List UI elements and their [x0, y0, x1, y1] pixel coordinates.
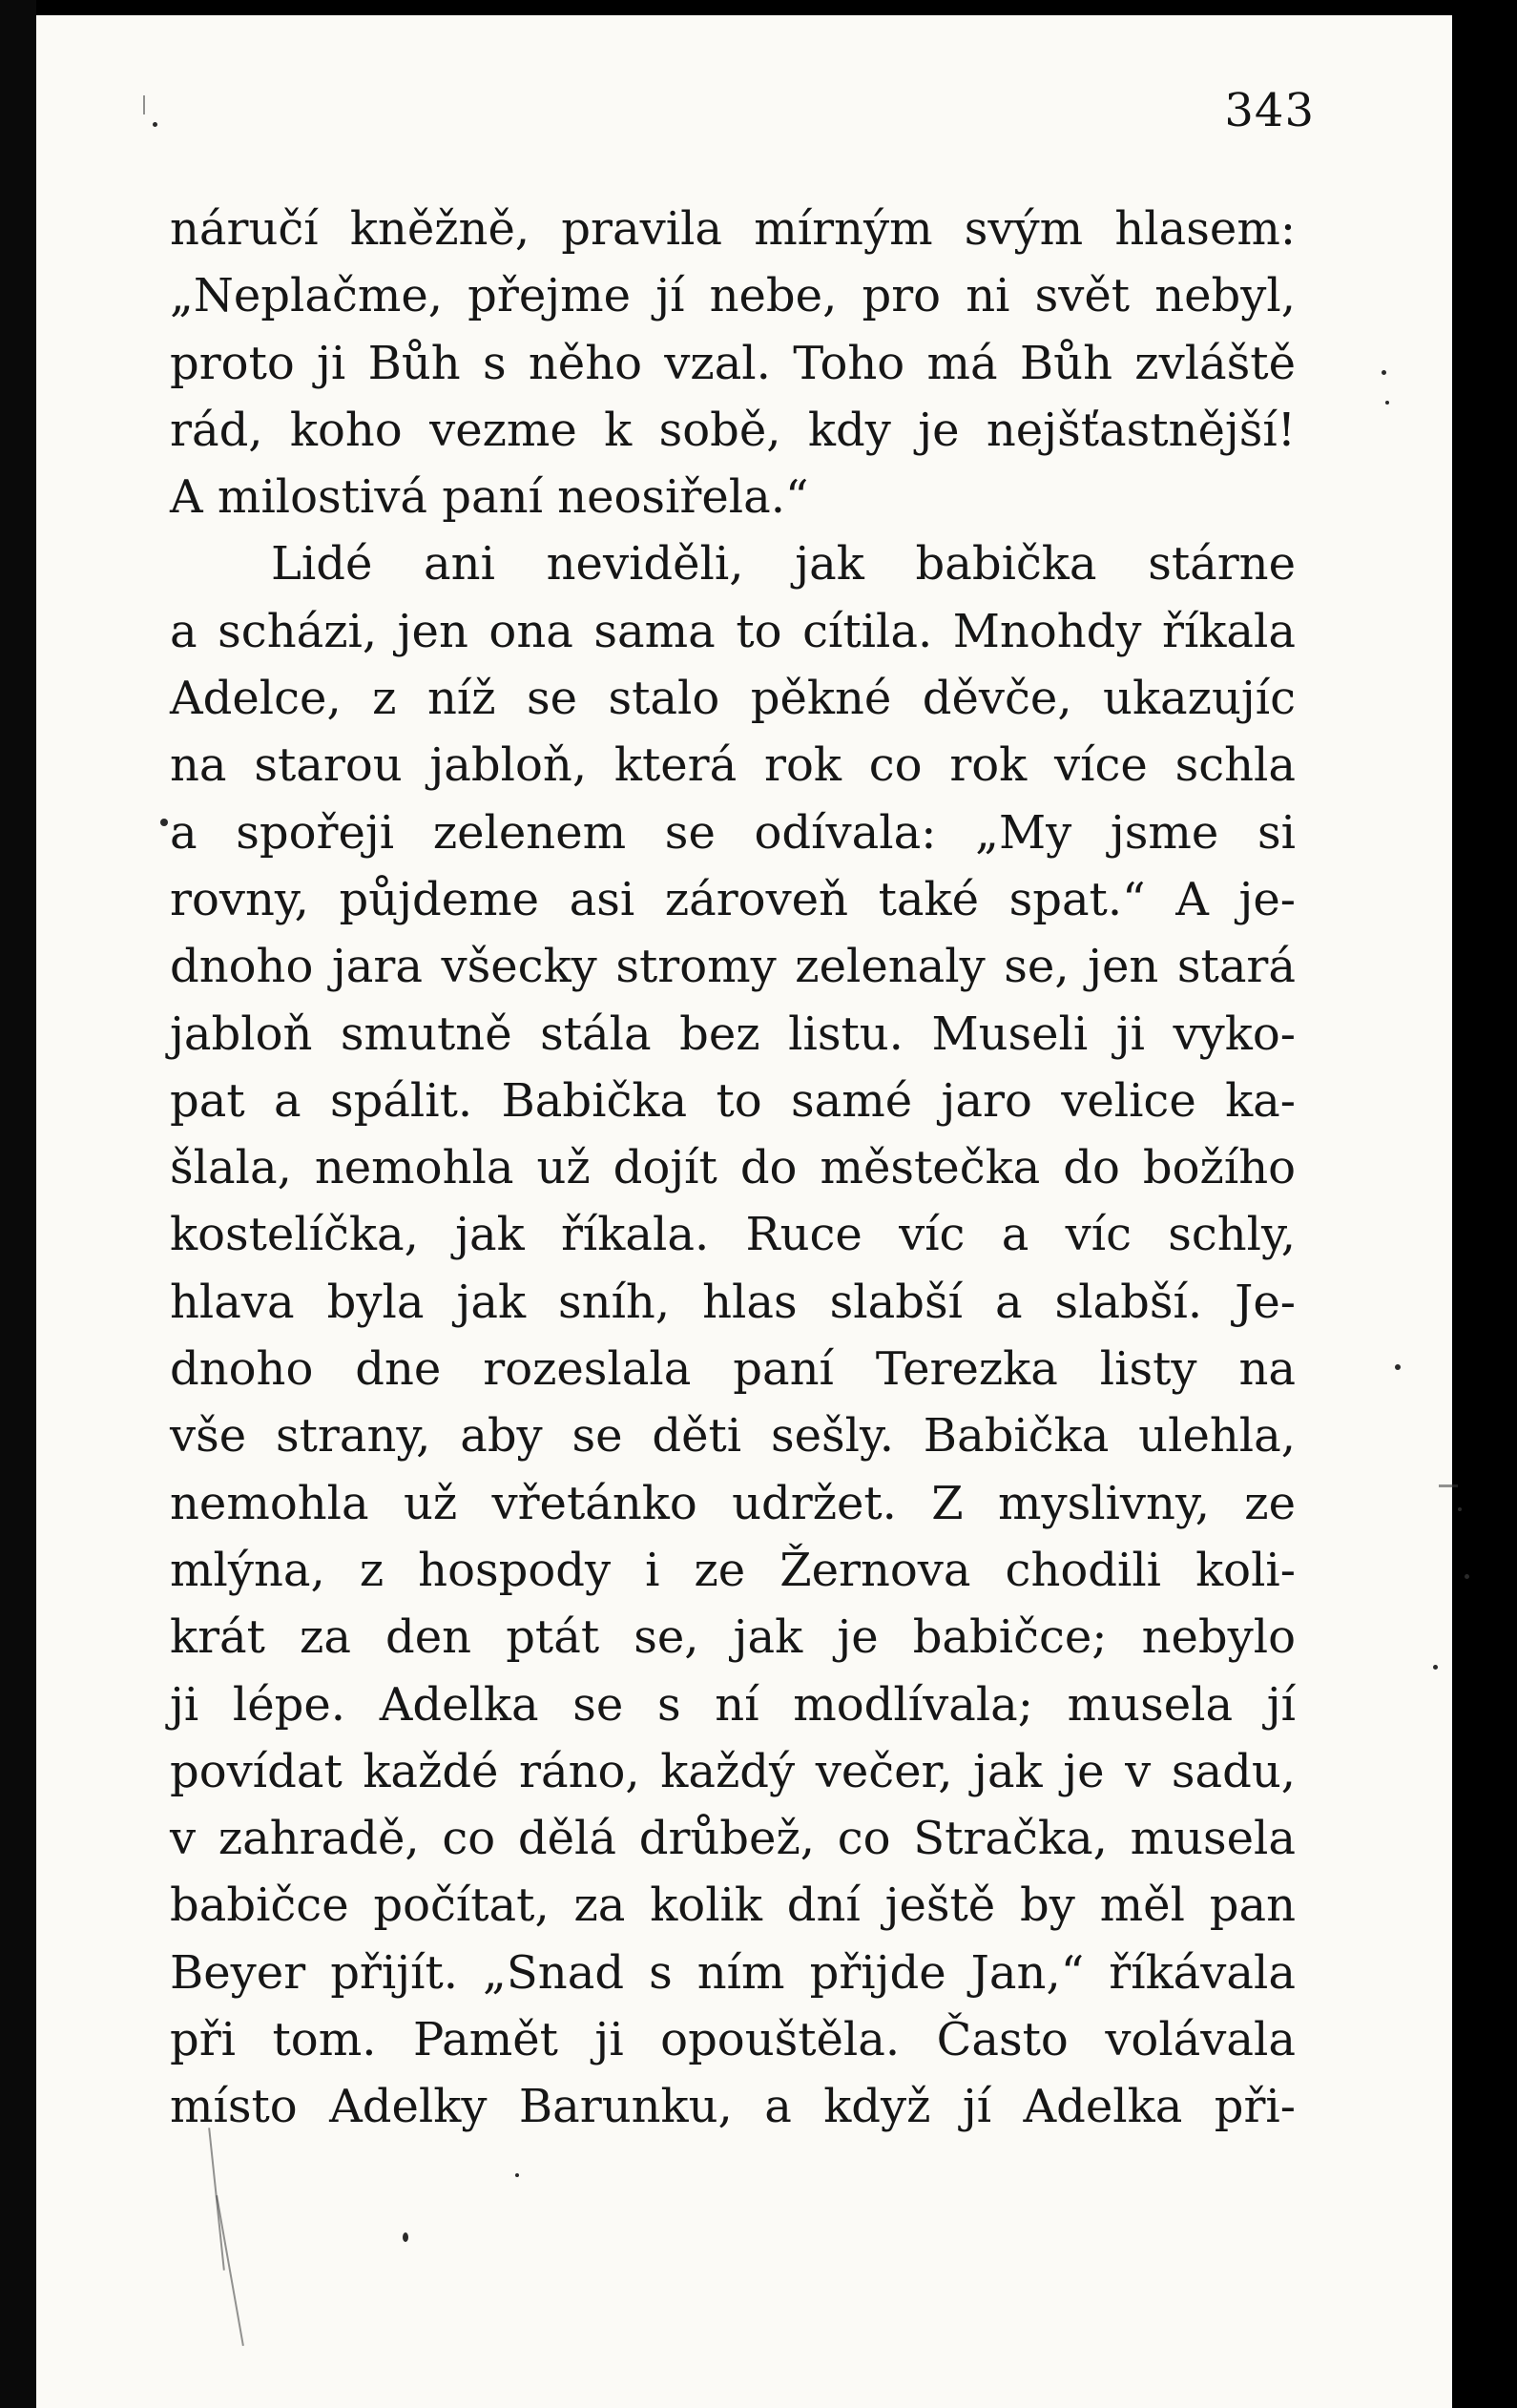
scan-speck: [1385, 401, 1389, 405]
text-line: proto ji Bůh s něho vzal. Toho má Bůh zvláště: [170, 336, 1296, 390]
scan-speck: [515, 2173, 519, 2177]
text-line: a scházi, jen ona sama to cítila. Mnohdy říkala: [170, 604, 1296, 658]
scan-speck: [1458, 1507, 1462, 1511]
text-line: Adelce, z níž se stalo pěkné děvče, ukazujíc: [170, 672, 1296, 726]
scan-scratch: [1439, 1484, 1458, 1487]
scan-speck: [1465, 1574, 1469, 1579]
scan-border: [1452, 0, 1517, 2408]
text-line: pat a spálit. Babička to samé jaro velice ka-: [170, 1073, 1296, 1128]
text-line: Beyer přijít. „Snad s ním přijde Jan,“ říkávala: [170, 1945, 1296, 2000]
text-line: A milostivá paní neosiřela.“: [170, 470, 809, 525]
scan-speck: [160, 819, 168, 826]
scan-scratch: [143, 95, 145, 114]
text-line: náručí kněžně, pravila mírným svým hlasem:: [170, 202, 1296, 256]
text-line: rád, koho vezme k sobě, kdy je nejšťastnější!: [170, 403, 1296, 457]
body-text: [170, 196, 1296, 2141]
text-line: rovny, půjdeme asi zároveň také spat.“ A je-: [170, 872, 1296, 926]
scan-speck: [1382, 370, 1386, 375]
text-line: „Neplačme, přejme jí nebe, pro ni svět nebyl,: [170, 269, 1296, 323]
text-line: nemohla už vřetánko udržet. Z myslivny, ze: [170, 1476, 1296, 1530]
text-line: hlava byla jak sníh, hlas slabší a slabší. Je-: [170, 1275, 1296, 1329]
scan-speck: [153, 122, 157, 127]
text-line: kostelíčka, jak říkala. Ruce víc a víc schly,: [170, 1208, 1296, 1262]
page-number: 343: [1224, 84, 1315, 137]
text-line: Lidé ani neviděli, jak babička stárne: [271, 537, 1296, 592]
text-line: babičce počítat, za kolik dní ještě by měl pan: [170, 1879, 1296, 1933]
scan-speck: [1433, 1665, 1438, 1670]
scan-speck: [1395, 1364, 1401, 1370]
book-binding-edge: [0, 0, 36, 2408]
text-line: jabloň smutně stála bez listu. Museli ji vyko-: [170, 1007, 1296, 1061]
text-line: ji lépe. Adelka se s ní modlívala; musela jí: [170, 1677, 1296, 1732]
text-line: místo Adelky Barunku, a když jí Adelka při-: [170, 2080, 1296, 2134]
text-line: na starou jabloň, která rok co rok více schla: [170, 738, 1296, 793]
text-line: v zahradě, co dělá drůbež, co Stračka, musela: [170, 1812, 1296, 1866]
text-line: vše strany, aby se děti sešly. Babička ulehla,: [170, 1409, 1296, 1463]
text-line: povídat každé ráno, každý večer, jak je v sadu,: [170, 1744, 1296, 1798]
text-line: a spořeji zelenem se odívala: „My jsme si: [170, 805, 1296, 860]
scan-speck: [403, 2232, 408, 2242]
text-line: šlala, nemohla už dojít do městečka do božího: [170, 1141, 1296, 1195]
text-line: dnoho dne rozeslala paní Terezka listy na: [170, 1342, 1296, 1397]
text-line: dnoho jara všecky stromy zelenaly se, jen stará: [170, 940, 1296, 994]
text-line: při tom. Pamět ji opouštěla. Často volávala: [170, 2013, 1296, 2067]
text-line: krát za den ptát se, jak je babičce; nebylo: [170, 1610, 1296, 1665]
text-line: mlýna, z hospody i ze Žernova chodili koli-: [170, 1543, 1296, 1597]
